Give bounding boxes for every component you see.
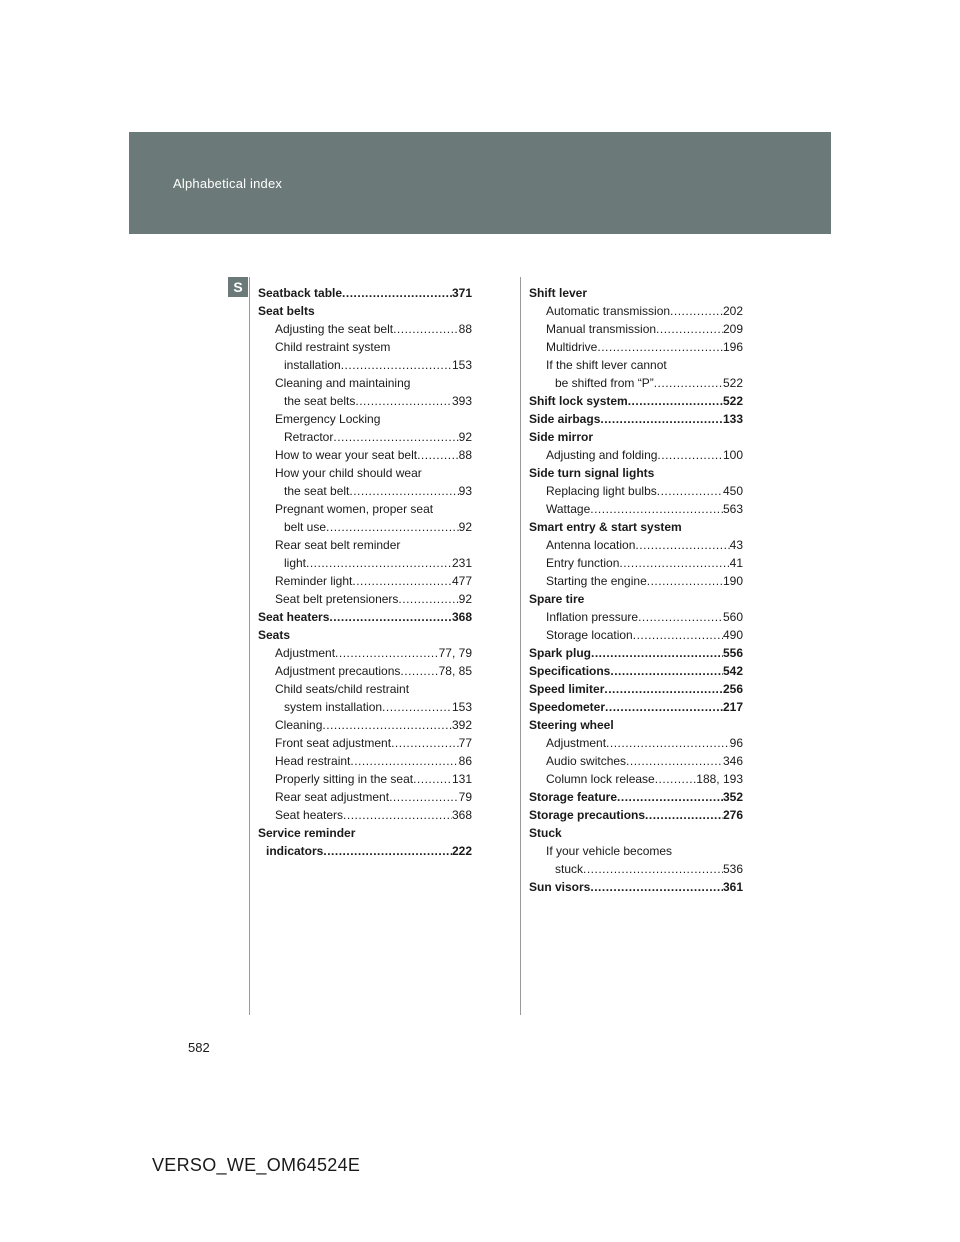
- index-entry: [529, 554, 743, 572]
- index-entry-text: Adjustment: [275, 646, 336, 660]
- index-entry-page: 542: [722, 664, 743, 678]
- dot-leader: [655, 770, 697, 788]
- dot-leader: [349, 482, 458, 500]
- index-entry-page: 536: [722, 862, 743, 876]
- index-entry: [529, 428, 743, 446]
- index-entry: [529, 842, 743, 860]
- index-entry: [529, 374, 743, 392]
- index-entry-page: 256: [722, 682, 743, 696]
- index-entry: [258, 482, 472, 500]
- index-entry-text: Seat heaters: [275, 808, 344, 822]
- index-entry-text: How your child should wear: [275, 466, 422, 480]
- index-entry-page: 392: [451, 718, 472, 732]
- index-entry: [258, 734, 472, 752]
- index-entry-page: 88: [458, 448, 472, 462]
- index-entry: [258, 500, 472, 518]
- index-entry-page: 522: [722, 376, 743, 390]
- index-entry-text: Spare tire: [529, 592, 585, 606]
- dot-leader: [657, 482, 723, 500]
- index-entry: [529, 518, 743, 536]
- index-entry-page: 153: [451, 358, 472, 372]
- index-entry: [258, 392, 472, 410]
- index-entry-text: Retractor: [284, 430, 334, 444]
- index-entry-text: installation: [284, 358, 341, 372]
- index-entry: [529, 338, 743, 356]
- index-entry: [529, 482, 743, 500]
- index-entry-text: be shifted from “P”: [555, 376, 654, 390]
- index-entry-page: 96: [729, 736, 743, 750]
- index-entry-page: 368: [451, 808, 472, 822]
- index-entry-text: indicators: [266, 844, 324, 858]
- index-entry-text: Properly sitting in the seat: [275, 772, 414, 786]
- index-entry-page: 77, 79: [438, 646, 472, 660]
- dot-leader: [400, 662, 438, 680]
- section-header-bar: [129, 132, 831, 234]
- dot-leader: [329, 608, 452, 626]
- index-entry-page: 133: [722, 412, 743, 426]
- index-entry: [529, 608, 743, 626]
- index-entry: [529, 572, 743, 590]
- dot-leader: [341, 356, 452, 374]
- index-entry-text: Seatback table: [258, 286, 343, 300]
- index-entry-page: 368: [451, 610, 472, 624]
- dot-leader: [617, 788, 723, 806]
- index-entry: [258, 770, 472, 788]
- index-entry: [529, 770, 743, 788]
- index-entry-text: Entry function: [546, 556, 620, 570]
- dot-leader: [413, 770, 452, 788]
- index-entry-page: 522: [722, 394, 743, 408]
- index-entry-text: Side mirror: [529, 430, 594, 444]
- index-entry: [529, 860, 743, 878]
- index-entry-text: Reminder light: [275, 574, 353, 588]
- index-entry: [529, 734, 743, 752]
- index-entry: [258, 590, 472, 608]
- index-entry: [258, 662, 472, 680]
- index-entry-page: 490: [722, 628, 743, 642]
- index-entry: [258, 374, 472, 392]
- column-divider-middle: [520, 277, 521, 1015]
- index-entry: [258, 644, 472, 662]
- index-entry: [529, 410, 743, 428]
- index-entry-text: Front seat adjustment: [275, 736, 392, 750]
- index-entry: [529, 662, 743, 680]
- index-entry-page: 560: [722, 610, 743, 624]
- dot-leader: [355, 392, 452, 410]
- index-entry-text: How to wear your seat belt: [275, 448, 418, 462]
- index-entry: [529, 284, 743, 302]
- index-entry-text: Side turn signal lights: [529, 466, 655, 480]
- index-entry: [258, 608, 472, 626]
- index-entry-text: Manual transmission: [546, 322, 657, 336]
- index-entry-text: Storage precautions: [529, 808, 646, 822]
- index-entry-text: Smart entry & start system: [529, 520, 682, 534]
- page-number: 582: [188, 1040, 210, 1055]
- index-entry: [529, 752, 743, 770]
- index-entry-text: Rear seat belt reminder: [275, 538, 401, 552]
- index-entry-text: Antenna location: [546, 538, 636, 552]
- index-entry: [529, 446, 743, 464]
- index-entry-text: Steering wheel: [529, 718, 614, 732]
- index-entry: [529, 806, 743, 824]
- index-entry: [258, 302, 472, 320]
- index-entry: [529, 824, 743, 842]
- index-entry-page: 131: [451, 772, 472, 786]
- column-divider-left: [249, 277, 250, 1015]
- index-entry-text: Starting the engine: [546, 574, 647, 588]
- index-entry: [258, 572, 472, 590]
- index-entry-page: 190: [722, 574, 743, 588]
- index-entry: [529, 590, 743, 608]
- dot-leader: [605, 698, 723, 716]
- index-entry: [529, 698, 743, 716]
- index-entry-text: Adjusting and folding: [546, 448, 658, 462]
- index-entry-page: 77: [458, 736, 472, 750]
- document-code: VERSO_WE_OM64524E: [152, 1155, 361, 1175]
- dot-leader: [590, 500, 723, 518]
- index-entry-text: Adjusting the seat belt: [275, 322, 394, 336]
- index-entry-page: 86: [458, 754, 472, 768]
- index-entry-page: 100: [722, 448, 743, 462]
- dot-leader: [591, 644, 723, 662]
- index-entry: [529, 356, 743, 374]
- index-entry: [258, 464, 472, 482]
- index-entry-page: 563: [722, 502, 743, 516]
- index-entry-page: 393: [451, 394, 472, 408]
- dot-leader: [335, 644, 439, 662]
- index-entry: [529, 626, 743, 644]
- dot-leader: [393, 320, 459, 338]
- index-entry-page: 450: [722, 484, 743, 498]
- index-entry-page: 217: [722, 700, 743, 714]
- index-entry-text: Audio switches: [546, 754, 627, 768]
- dot-leader: [633, 626, 723, 644]
- index-entry: [529, 716, 743, 734]
- index-entry-text: Head restraint: [275, 754, 351, 768]
- dot-leader: [389, 788, 459, 806]
- index-entry: [529, 500, 743, 518]
- dot-leader: [600, 410, 723, 428]
- index-entry-page: 88: [458, 322, 472, 336]
- index-entry: [529, 680, 743, 698]
- index-entry-page: 78, 85: [438, 664, 472, 678]
- dot-leader: [322, 716, 452, 734]
- dot-leader: [333, 428, 458, 446]
- dot-leader: [597, 338, 723, 356]
- index-entry: [529, 536, 743, 554]
- dot-leader: [343, 806, 452, 824]
- index-entry: [258, 518, 472, 536]
- dot-leader: [398, 590, 458, 608]
- index-entry: [258, 842, 472, 860]
- dot-leader: [656, 320, 723, 338]
- index-entry-text: Specifications: [529, 664, 611, 678]
- index-entry: [258, 752, 472, 770]
- index-entry-page: 276: [722, 808, 743, 822]
- index-entry-text: Cleaning and maintaining: [275, 376, 411, 390]
- index-entry-text: Speed limiter: [529, 682, 605, 696]
- index-entry: [258, 680, 472, 698]
- index-entry-text: Shift lock system: [529, 394, 628, 408]
- index-entry-text: Stuck: [529, 826, 562, 840]
- dot-leader: [635, 536, 729, 554]
- dot-leader: [610, 662, 723, 680]
- index-column-left: [258, 284, 472, 860]
- index-entry-text: Inflation pressure: [546, 610, 639, 624]
- index-entry-text: the seat belts: [284, 394, 356, 408]
- index-entry-text: Child seats/child restraint: [275, 682, 410, 696]
- index-entry-page: 352: [722, 790, 743, 804]
- index-entry: [258, 320, 472, 338]
- index-entry-page: 153: [451, 700, 472, 714]
- dot-leader: [654, 374, 723, 392]
- dot-leader: [382, 698, 452, 716]
- index-entry-text: Side airbags: [529, 412, 601, 426]
- index-entry-text: Pregnant women, proper seat: [275, 502, 434, 516]
- index-entry: [258, 626, 472, 644]
- dot-leader: [306, 554, 452, 572]
- index-entry-page: 92: [458, 520, 472, 534]
- dot-leader: [604, 680, 723, 698]
- index-entry-page: 92: [458, 592, 472, 606]
- index-entry-page: 196: [722, 340, 743, 354]
- index-entry-text: Seat belt pretensioners: [275, 592, 399, 606]
- index-entry-text: Automatic transmission: [546, 304, 671, 318]
- index-column-right: [529, 284, 743, 896]
- index-entry-text: Adjustment precautions: [275, 664, 401, 678]
- index-entry-page: 188, 193: [696, 772, 743, 786]
- index-entry: [529, 302, 743, 320]
- index-entry-text: system installation: [284, 700, 383, 714]
- dot-leader: [626, 752, 723, 770]
- index-entry-text: the seat belt: [284, 484, 350, 498]
- index-entry-text: stuck: [555, 862, 584, 876]
- index-entry-text: Storage feature: [529, 790, 618, 804]
- index-entry: [258, 536, 472, 554]
- index-entry: [258, 356, 472, 374]
- index-entry-text: Seat belts: [258, 304, 315, 318]
- dot-leader: [645, 806, 723, 824]
- index-entry-text: If the shift lever cannot: [546, 358, 667, 372]
- index-entry-text: Seats: [258, 628, 291, 642]
- index-entry-text: Column lock release: [546, 772, 655, 786]
- index-entry-text: Emergency Locking: [275, 412, 381, 426]
- dot-leader: [638, 608, 723, 626]
- dot-leader: [657, 446, 723, 464]
- index-entry: [258, 698, 472, 716]
- index-entry-page: 92: [458, 430, 472, 444]
- index-entry-text: Shift lever: [529, 286, 588, 300]
- index-entry: [529, 644, 743, 662]
- index-entry-text: Cleaning: [275, 718, 323, 732]
- index-entry-page: 93: [458, 484, 472, 498]
- index-entry: [258, 338, 472, 356]
- index-entry-text: Adjustment: [546, 736, 607, 750]
- index-entry-text: light: [284, 556, 307, 570]
- index-entry-text: Seat heaters: [258, 610, 330, 624]
- dot-leader: [326, 518, 459, 536]
- index-entry: [529, 878, 743, 896]
- index-entry-page: 202: [722, 304, 743, 318]
- dot-leader: [590, 878, 723, 896]
- index-entry-text: Child restraint system: [275, 340, 391, 354]
- dot-leader: [417, 446, 459, 464]
- index-entry-page: 346: [722, 754, 743, 768]
- index-entry-page: 79: [458, 790, 472, 804]
- index-entry-page: 477: [451, 574, 472, 588]
- index-entry: [258, 824, 472, 842]
- index-entry-page: 41: [729, 556, 743, 570]
- dot-leader: [619, 554, 729, 572]
- index-entry-page: 371: [451, 286, 472, 300]
- dot-leader: [647, 572, 723, 590]
- index-entry-page: 43: [729, 538, 743, 552]
- index-entry: [258, 284, 472, 302]
- index-entry: [529, 788, 743, 806]
- index-entry: [258, 788, 472, 806]
- index-entry: [258, 554, 472, 572]
- index-entry: [258, 428, 472, 446]
- index-entry-text: Sun visors: [529, 880, 591, 894]
- index-entry-text: Rear seat adjustment: [275, 790, 390, 804]
- index-entry: [529, 464, 743, 482]
- dot-leader: [391, 734, 459, 752]
- index-entry: [258, 806, 472, 824]
- index-entry: [258, 410, 472, 428]
- index-entry-page: 209: [722, 322, 743, 336]
- index-entry-text: Storage location: [546, 628, 633, 642]
- dot-leader: [606, 734, 730, 752]
- index-entry-text: belt use: [284, 520, 327, 534]
- index-entry-page: 556: [722, 646, 743, 660]
- index-entry-text: Spark plug: [529, 646, 592, 660]
- dot-leader: [583, 860, 723, 878]
- page-title: Alphabetical index: [173, 176, 283, 191]
- index-entry-page: 361: [722, 880, 743, 894]
- index-entry: [258, 716, 472, 734]
- index-entry-page: 231: [451, 556, 472, 570]
- dot-leader: [350, 752, 458, 770]
- index-entry-text: Multidrive: [546, 340, 598, 354]
- dot-leader: [670, 302, 723, 320]
- dot-leader: [342, 284, 452, 302]
- index-entry: [529, 320, 743, 338]
- dot-leader: [352, 572, 452, 590]
- index-entry-text: Service reminder: [258, 826, 356, 840]
- index-entry: [258, 446, 472, 464]
- index-entry-page: 222: [451, 844, 472, 858]
- index-entry: [529, 392, 743, 410]
- dot-leader: [323, 842, 452, 860]
- index-entry-text: Replacing light bulbs: [546, 484, 657, 498]
- section-letter-tab: S: [228, 277, 248, 297]
- index-entry-text: If your vehicle becomes: [546, 844, 673, 858]
- index-entry-text: Speedometer: [529, 700, 606, 714]
- index-entry-text: Wattage: [546, 502, 591, 516]
- dot-leader: [628, 392, 723, 410]
